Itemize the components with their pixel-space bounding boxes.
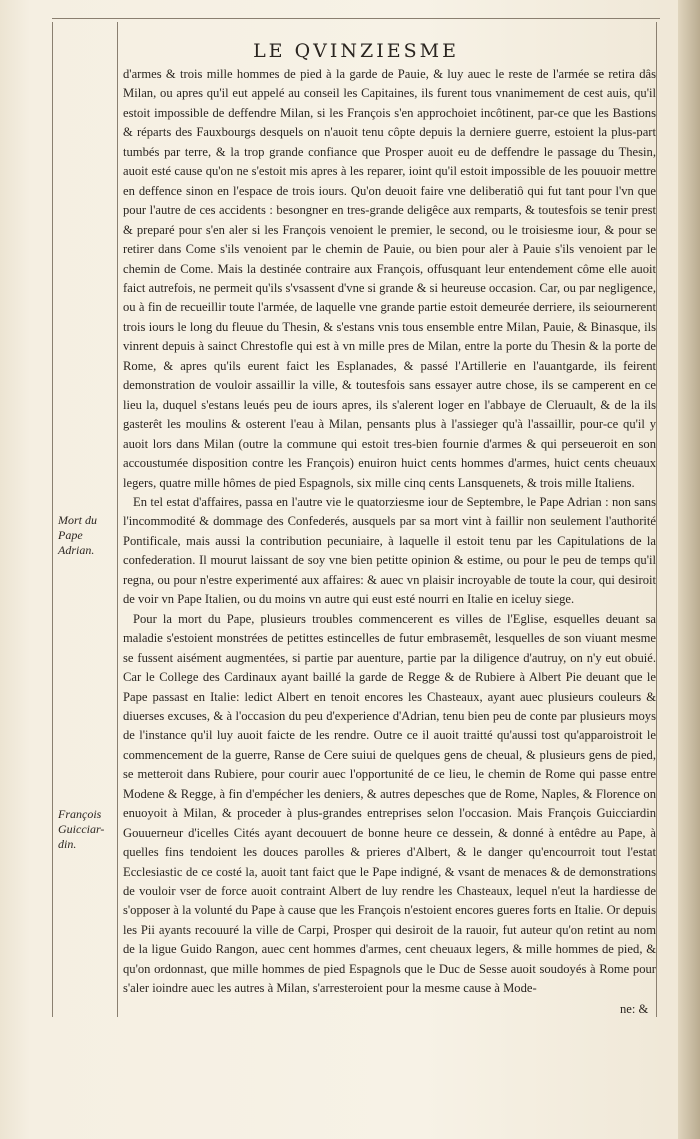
paragraph: d'armes & trois mille hommes de pied à la garde de Pauie, & luy auec le reste de l'armée se retira dâs Milan, ou apres qu'il eut appelé au conseil les Capitaines, ils furent tous vnanimement de cest auis, qu'il estoit impossible de deffendre Milan, si les François s'en approchoiet incôtinent, par-ce que les Bastions & réparts des Fauxbourgs desquels on n'auoit tenu côpte depuis la derniere guerre, estoient la plus-part tumbés par terre, & la trop grande confiance que Prosper auoit eu de deffendre le passage du Thesin, auoit esté cause qu'on ne s'estoit mis apres à les reparer, ioint qu'il estoit impossible de les pouuoir mettre en deffence sinon en l'espace de trois iours. Qu'on deuoit faire vne deliberatiô qui fut tant pour l'vn que pour l'autre de ces accidents : besongner en tres-grande deligêce aux remparts, & toutesfois se tenir prest & preparé pour s'en aler si les François venoient le premier, le second, ou le troisiesme iour, & pour se retirer dans Come s'ils venoient par le chemin de Pauie, ou bien pour aler à Pauie s'ils venoient par le chemin de Come. Mais la destinée contraire aux François, offusquant leur entendement côme elle auoit faict autrefois, ne permeit qu'ils s'vsassent d'vne si grande & si heureuse occasion. Car, ou par negligence, ou à fin de recueillir toute l'armée, de laquelle vne grande partie estoit demeurée derriere, ils seiournerent trois iours le long du fleuue du Thesin, & s'estans vnis tous ensemble entre Milan, Pauie, & Binasque, ils vinrent depuis à sainct Chrestofle qui est à vn mille pres de Milan, entre la porte du Thesin & la porte de Rome, & apres qu'ils eurent faict les Esplanades, & passé l'Artillerie en l'auantgarde, ils feirent demonstration de vouloir assaillir la ville, & toutesfois sans essayer autre chose, ils se camperent en ce lieu la, duquel s'estans leués peu de iours apres, ils s'alerent loger en l'abbaye de Cleruault, & de la ils gasterêt les moulins & osterent l'eau à Milan, pensants plus à l'assieger qu'à l'assaillir, pour-ce qu'il y auoit lors dans Milan (outre la commune qui estoit tres-bien fournie d'armes & qui perseueroit en son accoustumée disposition contre les François) enuiron huict cents hommes d'armes, huict cents cheuaux legers, quatre mille hômes de pied Espagnols, six mille cinq cents Lansquenets, & trois mille Italiens. <box>123 67 656 490</box>
running-header: LE QVINZIESME <box>253 40 459 62</box>
text-rule-right <box>656 22 657 1017</box>
paragraph: En tel estat d'affaires, passa en l'autre vie le quatorziesme iour de Septembre, le Pape Adrian : non sans l'incommodité & dommage des Confederés, ausquels par sa mort vint à faillir non seulement l'authorité Pontificale, mais aussi la contribution pecuniaire, à laquelle il estoit tenu par les Capitulations de la confederation. Il mourut laissant de soy vne bien petitte opinion & estime, ou pour le peu de temps qu'il regna, ou pour n'estre experimenté aux affaires: & auec vn plaisir incroyable de toute la cour, qui desiroit de voir vn Pape Italien, ou du moins vn autre qui eust esté nourri en Italie en iceluy siege. <box>123 494 656 607</box>
margin-note-guicciardin: François Guicciar-din. <box>58 807 105 851</box>
margin-rule-inner <box>117 22 118 1017</box>
book-spine-shadow <box>678 0 700 1139</box>
margin-rule-left <box>52 22 53 1017</box>
body-text <box>123 65 656 999</box>
margin-note-mort-du-pape: Mort du Pape Adrian. <box>58 513 97 557</box>
catchword: ne: & <box>620 1002 649 1016</box>
paragraph: Pour la mort du Pape, plusieurs troubles commencerent es villes de l'Eglise, esquelles deuant sa maladie s'estoient monstrées de petittes estincelles de futur embrasemêt, lesquelles de son viuant mesme se fussent aisément augmentées, si partie par auenture, partie par la diligence d'autruy, on n'y eut obuié. Car le College des Cardinaux ayant baillé la garde de Regge & de Rubiere à Albert Pie deuant que le Pape passast en Italie: ledict Albert en tenoit encores les Chasteaux, ayant auec plusieurs couleurs & diuerses excuses, & à l'occasion du peu d'experience d'Adrian, tenu bien peu de conte par plusieurs moys de l'instance qu'il luy auoit faicte de les rendre. Outre ce il auoit traitté qu'aussi tost qu'apparoistroit le commencement de la guerre, Ranse de Cere suiui de quelques gens de cheual, & plusieurs gens de pied, se metteroit dans Rubiere, pour courir auec l'opportunité de ce lieu, le chemin de Rome qui passe entre Modene & Regge, à fin d'empécher les deniers, & autres depesches que de Rome, Naples, & Florence on enuoyoit à Milan, & proceder à plus-grandes entreprises selon l'occasion. Mais François Guicciardin Gouuerneur d'icelles Cités ayant decouuert de bonne heure ce dessein, & donné à entêdre au Pape, à quelles fins tendoient les douces parolles & prieres d'Albert, & le danger qu'encourroit tout l'estat Ecclesiastic de ce costé la, auoit tant faict que le Pape indigné, & vsant de menaces & de demonstrations de vouloir vser de force auoit contraint Albert de luy rendre les Chasteaux, lequel n'eut la hardiesse de s'opposer à la volunté du Pape à cause que les François n'estoient encores gueres forts en Italie. Or depuis les Pii ayants recouuré la ville de Carpi, Prosper qui desiroit de la rauoir, fut auteur qu'on retint au nom de la ligue Guido Rangon, auec cent hommes d'armes, cent cheuaux legers, & mille hommes de pied, & qu'on ordonnast, que mille hommes de pied Espagnols que le Duc de Sesse auoit soudoyés à Rome pour s'aler ioindre auec les autres à Milan, s'arresteroient pour la mesme cause à Mode- <box>123 611 656 996</box>
header-rule <box>52 18 660 19</box>
